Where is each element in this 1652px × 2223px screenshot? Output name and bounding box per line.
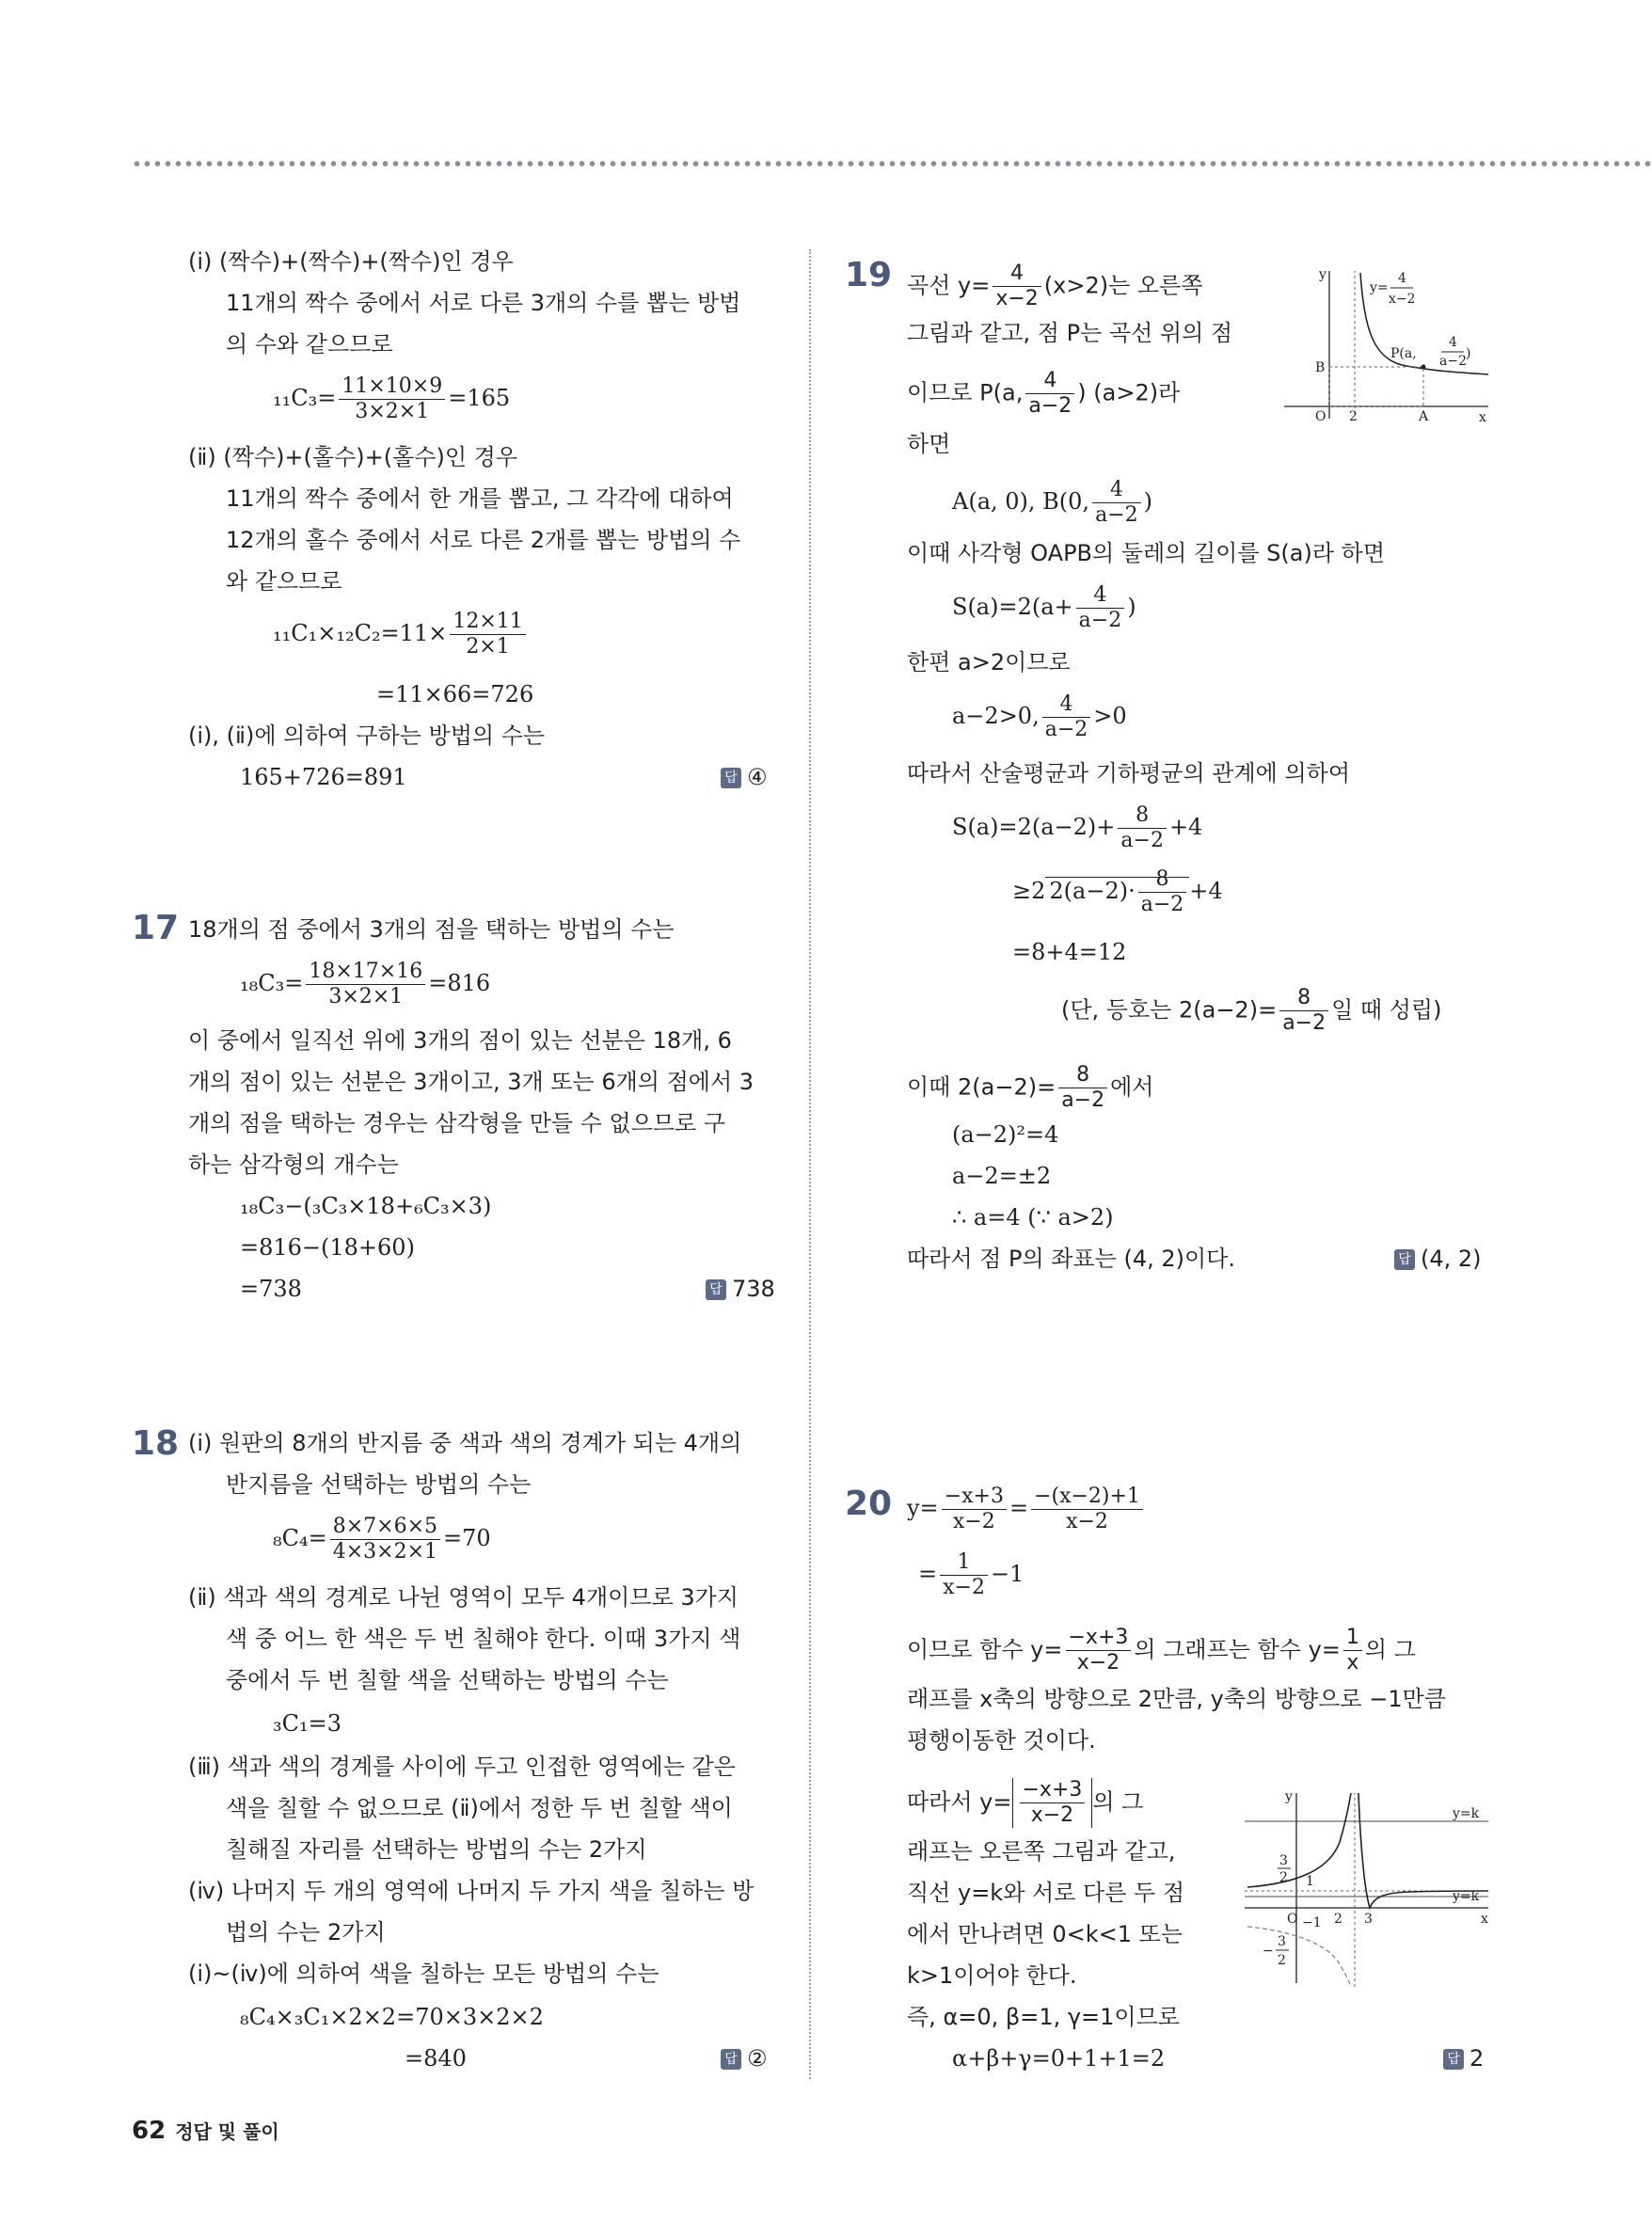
denominator: a−2 <box>1095 503 1138 527</box>
fraction <box>942 1485 1007 1534</box>
numerator: −x+3 <box>1066 1626 1132 1651</box>
fraction <box>1020 1778 1086 1828</box>
neg-sign: − <box>1263 1944 1274 1959</box>
p16-answer <box>721 764 768 790</box>
denominator: x−2 <box>1030 1803 1074 1827</box>
left-branch-upper <box>1247 1793 1351 1887</box>
p19-eq2: a−2=±2 <box>952 1163 1052 1189</box>
p17-line2: 이 중에서 일직선 위에 3개의 점이 있는 선분은 18개, 6 <box>188 1027 732 1054</box>
text: 이므로 P(a, <box>907 379 1024 406</box>
numerator: −x+3 <box>1020 1778 1086 1803</box>
curve-label-num: 4 <box>1398 271 1406 286</box>
p18-iv-line1: (ⅳ) 나머지 두 개의 영역에 나머지 두 가지 색을 칠하는 방 <box>188 1878 755 1904</box>
x-label: x <box>1481 1912 1488 1927</box>
answer-value: 2 <box>1469 2045 1485 2072</box>
abs-value <box>1012 1778 1093 1828</box>
o-label: O <box>1287 1912 1298 1927</box>
tick3-label: 3 <box>1364 1912 1373 1927</box>
fraction <box>1092 478 1141 528</box>
p20-eq2 <box>918 1550 1024 1600</box>
p18-iv-line2: 법의 수는 2가지 <box>226 1919 386 1945</box>
p19-graph <box>1279 254 1496 423</box>
p18-iii-line3: 칠해질 자리를 선택하는 방법의 수는 2가지 <box>226 1836 647 1863</box>
p16-case-i-line2: 의 수와 같으므로 <box>226 331 393 357</box>
numerator: 12×11 <box>450 610 525 635</box>
p18-iii-line2: 색을 칠할 수 없으므로 (ⅱ)에서 정한 두 번 칠할 색이 <box>226 1795 733 1821</box>
denominator: a−2 <box>1044 718 1088 741</box>
p17-line1: 18개의 점 중에서 3개의 점을 택하는 방법의 수는 <box>188 916 675 943</box>
answer-value: 738 <box>732 1276 775 1302</box>
denominator: x−2 <box>1076 1651 1120 1675</box>
text: ≥2 <box>1012 878 1046 904</box>
yk-top-label: y=k <box>1453 1806 1480 1821</box>
p17-line3: 개의 점이 있는 선분은 3개이고, 3개 또는 6개의 점에서 3 <box>188 1069 755 1095</box>
p18-answer <box>721 2045 768 2072</box>
text: +4 <box>1168 814 1203 840</box>
denominator: x−2 <box>1066 1510 1108 1533</box>
p16-case-i-equation <box>273 374 510 424</box>
one-label: 1 <box>1306 1874 1314 1889</box>
denominator: a−2 <box>1061 1088 1105 1112</box>
numerator: 4 <box>993 262 1040 287</box>
text: (단, 등호는 2(a−2)= <box>1061 996 1278 1024</box>
p16-case-i-title: (ⅰ) (짝수)+(짝수)+(짝수)인 경우 <box>188 248 514 275</box>
p20-line6: 직선 y=k와 서로 다른 두 점 <box>907 1880 1185 1906</box>
p17-calc2: =816−(18+60) <box>240 1234 415 1261</box>
fraction <box>1058 1063 1107 1113</box>
denominator: a−2 <box>1078 609 1122 632</box>
p19-line8 <box>907 1063 1154 1113</box>
footer-label: 정답 및 풀이 <box>175 2120 279 2143</box>
numerator: 8 <box>1138 867 1187 893</box>
p17-line5: 하는 삼각형의 개수는 <box>188 1151 399 1178</box>
answer-badge: 답 <box>721 2049 741 2070</box>
numerator: 18×17×16 <box>306 960 425 985</box>
p18-ii-line1: (ⅱ) 색과 색의 경계로 나뉜 영역이 모두 4개이므로 3가지 <box>188 1584 739 1611</box>
numerator: 11×10×9 <box>339 374 445 400</box>
p19-line6: 한편 a>2이므로 <box>907 649 1071 675</box>
p19-line3 <box>907 369 1180 419</box>
p19-eq1: (a−2)²=4 <box>952 1121 1059 1148</box>
numerator: 8 <box>1058 1063 1107 1088</box>
p20-line3: 평행이동한 것이다. <box>907 1727 1096 1754</box>
p20-line5: 래프는 오른쪽 그림과 같고, <box>907 1838 1176 1865</box>
curve-label: y= <box>1370 280 1389 295</box>
p16-case-ii-line2: 12개의 홀수 중에서 서로 다른 2개를 뽑는 방법의 수 <box>226 527 741 553</box>
p17-calc1: ₁₈C₃−(₃C₃×18+₆C₃×3) <box>240 1193 492 1219</box>
numerator: −(x−2)+1 <box>1031 1485 1143 1510</box>
text: S(a)=2(a+ <box>952 594 1073 620</box>
p19-s-step3: =8+4=12 <box>1012 939 1127 965</box>
p18-conclusion: (ⅰ)~(ⅳ)에 의하여 색을 칠하는 모든 방법의 수는 <box>188 1961 659 1987</box>
fraction <box>1279 986 1328 1036</box>
p17-number: 17 <box>132 909 180 947</box>
numerator: 8 <box>1279 986 1328 1011</box>
yk-mid-label: y=k <box>1453 1889 1480 1904</box>
denominator: x−2 <box>943 1576 985 1599</box>
text: ) <box>1127 594 1136 620</box>
p19-line9: 따라서 점 P의 좌표는 (4, 2)이다. <box>907 1246 1235 1272</box>
text: = <box>918 1561 938 1587</box>
p20-line4 <box>907 1778 1143 1828</box>
fraction <box>1042 692 1091 742</box>
equation-rhs: =70 <box>443 1525 491 1551</box>
p18-number: 18 <box>132 1424 180 1463</box>
tick2-label: 2 <box>1334 1912 1342 1927</box>
two-label: 2 <box>1349 409 1358 423</box>
y-label: y <box>1285 1789 1293 1804</box>
answer-value: ② <box>747 2045 768 2072</box>
page-footer <box>132 2117 279 2145</box>
p16-case-ii-title: (ⅱ) (짝수)+(홀수)+(홀수)인 경우 <box>188 444 518 470</box>
fraction <box>450 610 525 659</box>
text: 에서 <box>1110 1073 1154 1101</box>
numerator: 4 <box>1042 692 1091 718</box>
numerator: 1 <box>1343 1626 1362 1651</box>
p19-line4: 하면 <box>907 431 951 457</box>
text: >0 <box>1093 703 1127 729</box>
equation-lhs: ₁₁C₃= <box>273 385 337 411</box>
denominator: 2×1 <box>466 635 510 659</box>
text: 2(a−2)· <box>1049 878 1136 904</box>
numerator: 8×7×6×5 <box>330 1515 440 1540</box>
text: ) <box>1143 488 1152 515</box>
x-label: x <box>1479 410 1486 423</box>
fraction <box>1138 867 1187 917</box>
p20-answer <box>1443 2045 1484 2072</box>
denominator: x−2 <box>995 287 1039 310</box>
text: S(a)=2(a−2)+ <box>952 814 1116 840</box>
page-number: 62 <box>132 2117 167 2145</box>
equation-lhs: ₁₁C₁×₁₂C₂=11× <box>273 620 448 646</box>
p19-equality-note <box>1061 986 1441 1036</box>
answer-badge: 답 <box>1443 2049 1464 2070</box>
p16-case-i-line1: 11개의 짝수 중에서 서로 다른 3개의 수를 뽑는 방법 <box>226 290 741 316</box>
p16-case-ii-equation2: =11×66=726 <box>376 681 534 707</box>
rectangle-oapb <box>1329 367 1423 406</box>
text: 이때 2(a−2)= <box>907 1073 1056 1101</box>
radical <box>1045 867 1189 916</box>
p19-s-step2 <box>1012 867 1223 917</box>
answer-badge: 답 <box>721 768 741 788</box>
point-label-close: ) <box>1466 346 1471 361</box>
p18-iii-line1: (ⅲ) 색과 색의 경계를 사이에 두고 인접한 영역에는 같은 <box>188 1754 736 1780</box>
y-label: y <box>1319 267 1326 282</box>
text: 의 그 <box>1092 1788 1144 1816</box>
header-dotted-rule <box>132 160 1652 167</box>
p16-conclusion: (ⅰ), (ⅱ)에 의하여 구하는 방법의 수는 <box>188 722 546 749</box>
equation-rhs: =816 <box>428 970 491 996</box>
fraction <box>993 262 1040 311</box>
text: ) (a>2)라 <box>1077 379 1181 406</box>
b-label: B <box>1315 360 1326 375</box>
p18-calc1: ₈C₄×₃C₁×2×2=70×3×2×2 <box>240 2004 544 2030</box>
fraction <box>1031 1485 1143 1534</box>
p20-line9: 즉, α=0, β=1, γ=1이므로 <box>907 2004 1180 2030</box>
text: 따라서 y= <box>907 1788 1012 1816</box>
p16-case-ii-equation <box>273 610 529 659</box>
p19-s-step1 <box>952 803 1202 853</box>
numerator: −x+3 <box>942 1485 1007 1510</box>
text: a−2>0, <box>952 703 1040 729</box>
answer-badge: 답 <box>706 1279 726 1300</box>
p20-number: 20 <box>845 1485 893 1523</box>
p19-line1 <box>907 262 1202 311</box>
fraction <box>1343 1626 1362 1675</box>
text: A(a, 0), B(0, <box>952 488 1090 515</box>
p16-case-ii-line3: 와 같으므로 <box>226 568 342 595</box>
p19-ab-points <box>952 478 1152 528</box>
p20-line7: 에서 만나려면 0<k<1 또는 <box>907 1921 1183 1947</box>
denominator: a−2 <box>1120 829 1164 852</box>
neg-one-label: −1 <box>1302 1915 1322 1930</box>
p19-answer <box>1394 1246 1482 1272</box>
answer-value: (4, 2) <box>1421 1246 1482 1272</box>
point-label-num: 4 <box>1449 335 1457 350</box>
p20-line2: 래프를 x축의 방향으로 2만큼, y축의 방향으로 −1만큼 <box>907 1686 1446 1712</box>
p19-s-definition <box>952 583 1136 633</box>
text: 의 그 <box>1364 1636 1416 1663</box>
text: +4 <box>1189 878 1223 904</box>
o-label: O <box>1315 409 1326 423</box>
p18-calc2: =840 <box>405 2045 467 2072</box>
p17-answer <box>706 1276 775 1302</box>
p16-case-ii-line1: 11개의 짝수 중에서 한 개를 뽑고, 그 각각에 대하여 <box>226 485 734 512</box>
text: = <box>1009 1495 1029 1521</box>
column-divider <box>809 249 811 2079</box>
denominator: 4×3×2×1 <box>332 1540 438 1564</box>
text: 일 때 성립) <box>1331 996 1442 1024</box>
denominator: 3×2×1 <box>328 985 404 1008</box>
denominator: 3×2×1 <box>355 400 430 423</box>
text: −1 <box>990 1561 1025 1587</box>
denominator: a−2 <box>1140 893 1184 916</box>
fraction <box>940 1550 988 1600</box>
neg-three-half-den: 2 <box>1278 1953 1286 1968</box>
numerator: 4 <box>1025 369 1074 394</box>
denominator: a−2 <box>1282 1011 1326 1035</box>
curve-label-den: x−2 <box>1389 292 1416 307</box>
a-label: A <box>1419 409 1429 423</box>
fraction <box>1076 583 1125 633</box>
point-label-den: a−2 <box>1439 354 1467 369</box>
p17-equation <box>240 960 490 1009</box>
p18-i-line1: (ⅰ) 원판의 8개의 반지름 중 색과 색의 경계가 되는 4개의 <box>188 1430 742 1456</box>
point-p <box>1422 365 1426 370</box>
three-half-num: 3 <box>1279 1853 1288 1868</box>
denominator: x−2 <box>952 1510 995 1533</box>
p20-eq1 <box>907 1485 1146 1534</box>
numerator: 4 <box>1092 478 1141 503</box>
p18-ii-equation: ₃C₁=3 <box>273 1710 342 1737</box>
p18-i-equation <box>273 1515 491 1564</box>
fraction <box>306 960 425 1009</box>
three-half-den: 2 <box>1279 1870 1288 1885</box>
p19-line2: 그림과 같고, 점 P는 곡선 위의 점 <box>907 320 1233 346</box>
denominator: a−2 <box>1028 394 1072 418</box>
text: 곡선 y= <box>907 272 991 299</box>
point-label: P(a, <box>1390 346 1417 361</box>
p19-eq3: ∴ a=4 (∵ a>2) <box>952 1204 1114 1231</box>
numerator: 8 <box>1118 803 1167 829</box>
p20-graph <box>1240 1786 1503 1993</box>
neg-three-half-num: 3 <box>1278 1934 1286 1949</box>
p20-line8: k>1이어야 한다. <box>907 1962 1077 1989</box>
p20-line10: α+β+γ=0+1+1=2 <box>952 2045 1166 2072</box>
text: 이므로 함수 y= <box>907 1636 1063 1663</box>
equation-lhs: ₁₈C₃= <box>240 970 304 996</box>
equation-rhs: =165 <box>448 385 511 411</box>
text: (x>2)는 오른쪽 <box>1043 272 1203 299</box>
answer-badge: 답 <box>1394 1249 1415 1270</box>
denominator: x <box>1346 1651 1359 1675</box>
fraction <box>1066 1626 1132 1675</box>
p17-calc3: =738 <box>240 1276 302 1302</box>
p18-ii-line3: 중에서 두 번 칠할 색을 선택하는 방법의 수는 <box>226 1667 669 1693</box>
numerator: 4 <box>1076 583 1125 609</box>
p19-line7: 따라서 산술평균과 기하평균의 관계에 의하여 <box>907 760 1351 786</box>
text: y= <box>907 1495 939 1521</box>
p19-condition <box>952 692 1127 742</box>
answer-value: ④ <box>747 764 768 790</box>
p16-final: 165+726=891 <box>240 764 407 790</box>
p18-i-line2: 반지름을 선택하는 방법의 수는 <box>226 1471 532 1498</box>
p18-ii-line2: 색 중 어느 한 색은 두 번 칠해야 한다. 이때 3가지 색 <box>226 1626 741 1652</box>
p19-line5: 이때 사각형 OAPB의 둘레의 길이를 S(a)라 하면 <box>907 540 1386 566</box>
p19-number: 19 <box>845 256 893 294</box>
fraction <box>339 374 445 424</box>
equation-lhs: ₈C₄= <box>273 1525 327 1551</box>
fraction <box>1025 369 1074 419</box>
fraction <box>330 1515 440 1564</box>
p20-line1 <box>907 1626 1416 1675</box>
text: 의 그래프는 함수 y= <box>1134 1636 1341 1663</box>
numerator: 1 <box>940 1550 988 1576</box>
p17-line4: 개의 점을 택하는 경우는 삼각형을 만들 수 없으므로 구 <box>188 1110 726 1136</box>
fraction <box>1118 803 1167 853</box>
